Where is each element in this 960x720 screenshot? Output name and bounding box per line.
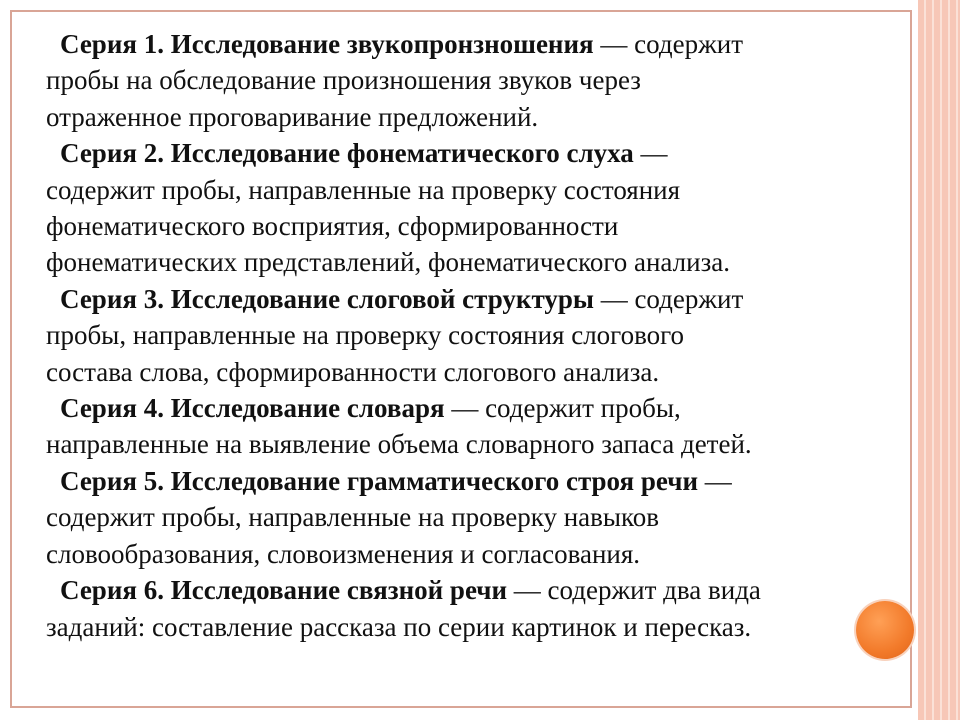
series-6-line-1 — [46, 572, 896, 608]
series-6-line-2: заданий: составление рассказа по серии картинок и пересказ. — [46, 611, 752, 642]
series-1-paragraph — [46, 26, 896, 135]
series-2-text-1: — — [633, 138, 668, 169]
series-1-text-1: — содержит — [593, 29, 743, 59]
series-2-line-1 — [46, 135, 896, 171]
series-6-paragraph — [46, 572, 896, 645]
series-5-line-2: содержит пробы, направленные на проверку навыков — [46, 502, 660, 533]
series-2-title: Серия 2. Исследование фонематического слуха — [60, 138, 634, 169]
series-4-line-2: направленные на выявление объема словарного запаса детей. — [46, 429, 752, 460]
series-2-line-3: фонематического восприятия, сформированности — [46, 211, 619, 242]
series-1-line-3: отраженное проговаривание предложений. — [46, 101, 539, 132]
series-5-line-3: словообразования, словоизменения и согласования. — [46, 538, 641, 569]
series-3-title: Серия 3. Исследование слоговой структуры — [60, 283, 594, 314]
series-3-text-1: — содержит — [593, 283, 744, 314]
series-1-line-2: пробы на обследование произношения звуков через — [46, 65, 641, 96]
series-6-title: Серия 6. Исследование связной речи — [60, 575, 508, 606]
series-6-text-1: — содержит два вида — [507, 575, 761, 606]
slide-body — [46, 26, 896, 645]
series-3-line-2: пробы, направленные на проверку состояния слогового — [46, 320, 685, 351]
series-5-line-1 — [46, 463, 896, 499]
series-3-line-1 — [46, 281, 896, 317]
series-4-paragraph — [46, 390, 896, 463]
series-3-paragraph — [46, 281, 896, 390]
series-4-title: Серия 4. Исследование словаря — [60, 393, 445, 424]
series-2-paragraph — [46, 135, 896, 281]
series-5-paragraph — [46, 463, 896, 572]
series-5-text-1: — — [698, 465, 732, 496]
series-5-title: Серия 5. Исследование грамматического строя речи — [60, 465, 699, 496]
series-4-text-1: — содержит пробы, — [444, 393, 681, 424]
decorative-stripes — [918, 0, 960, 720]
series-4-line-1 — [46, 390, 896, 426]
series-1-title: Серия 1. Исследование звукопронзношения — [60, 29, 594, 59]
series-2-line-4: фонематических представлений, фонематического анализа. — [46, 247, 730, 278]
series-2-line-2: содержит пробы, направленные на проверку состояния — [46, 174, 681, 205]
orange-circle-decoration — [856, 601, 914, 659]
series-3-line-3: состава слова, сформированности слогового анализа. — [46, 356, 660, 387]
series-1-line-1 — [46, 26, 896, 62]
